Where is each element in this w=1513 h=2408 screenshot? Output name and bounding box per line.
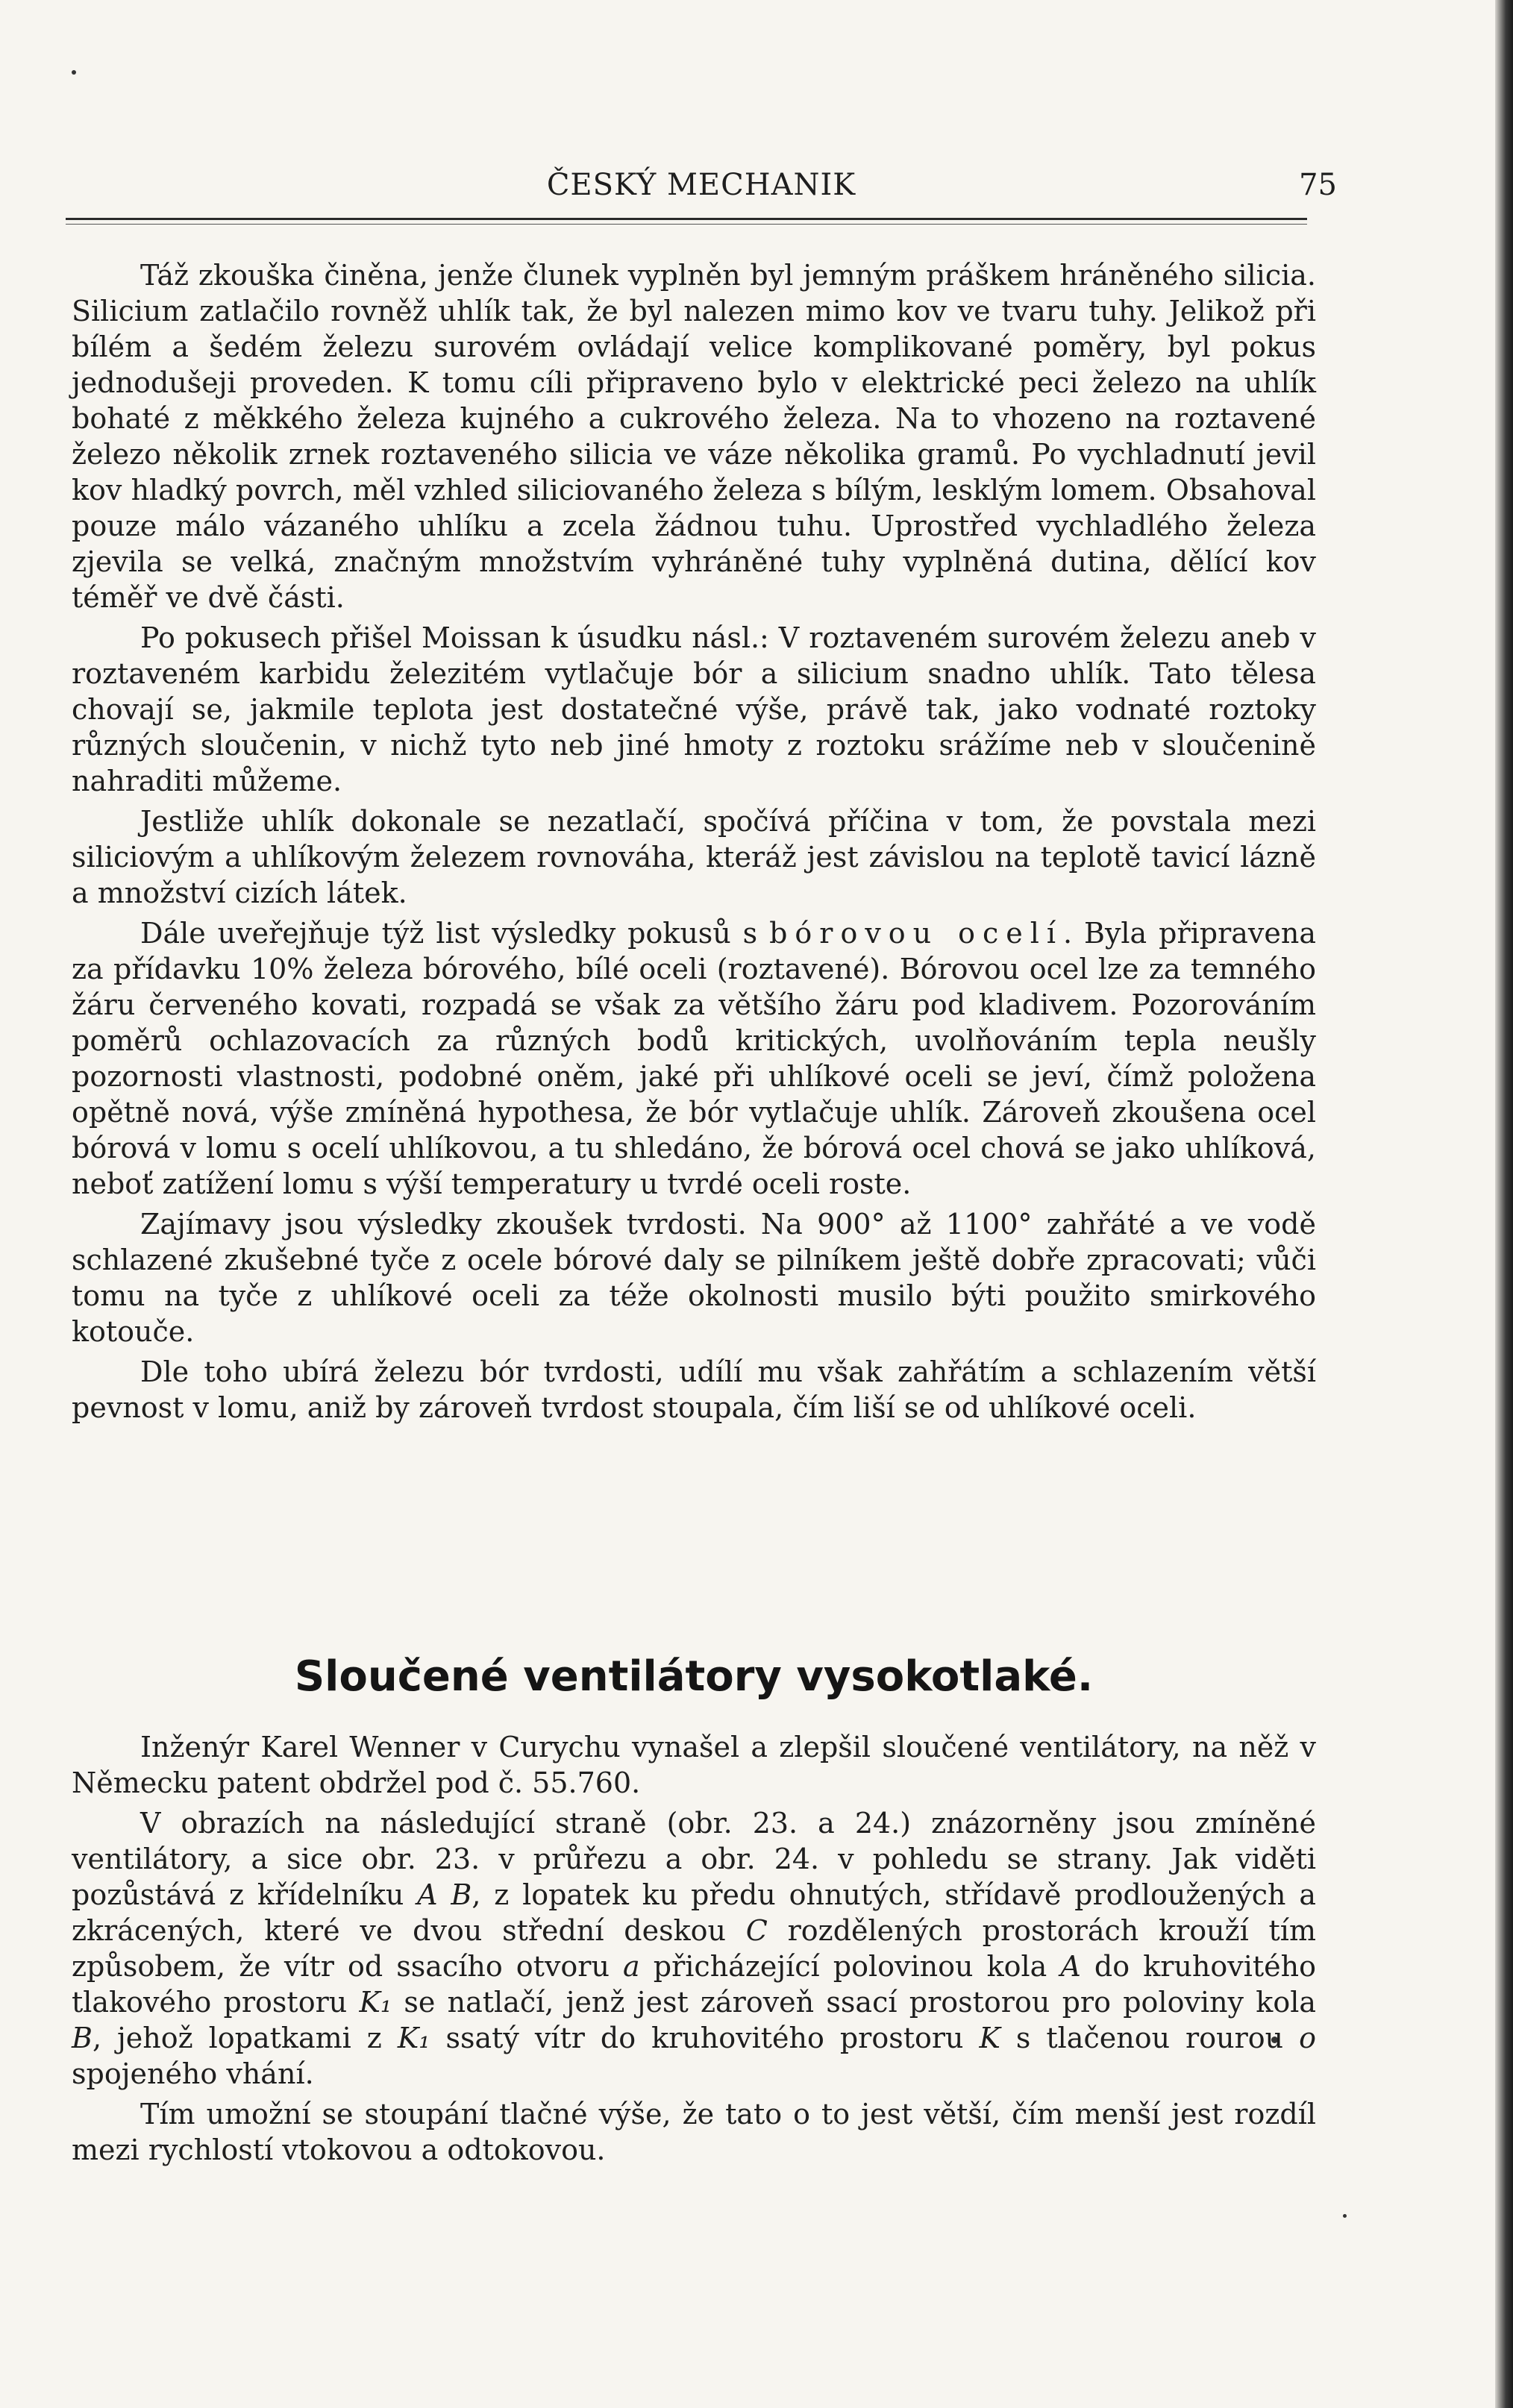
- section-heading: Sloučené ventilátory vysokotlaké.: [294, 1652, 1094, 1701]
- article-body-top: [72, 257, 1316, 1430]
- text-run: Dále uveřejňuje týž list výsledky pokusů s: [140, 917, 770, 950]
- figure-label: B: [72, 2022, 93, 2054]
- running-header: [66, 166, 1337, 204]
- figure-label: a: [623, 1950, 640, 1983]
- paragraph: Zajímavy jsou výsledky zkoušek tvrdosti. Na 900° až 1100° zahřáté a ve vodě schlazené zkušebné tyče z ocele bórové daly se pilníkem ještě dobře zpracovati; vůči tomu na tyče z uhlíkové oceli za téže okolnosti musilo býti použito smirkového kotouče.: [72, 1208, 1316, 1348]
- text-run: , z lopatek ku předu ohnutých, střídavě prodloužených a zkrácených, které ve dvou střední deskou: [72, 1878, 1316, 1947]
- figure-label: C: [745, 1914, 768, 1947]
- header-rule-thin: [66, 224, 1307, 225]
- text-run: s tlačenou rourou: [1000, 2022, 1300, 2054]
- paragraph: Tím umožní se stoupání tlačné výše, že tato o to jest větší, čím menší jest rozdíl mezi rychlostí vtokovou a odtokovou.: [72, 2098, 1316, 2166]
- scan-speck: [1343, 2214, 1347, 2218]
- text-run: spojeného vhání.: [72, 2057, 314, 2090]
- text-run: ssatý vítr do kruhovitého prostoru: [430, 2022, 980, 2054]
- paragraph: Po pokusech přišel Moissan k úsudku násl.: V roztaveném surovém železu aneb v roztaveném karbidu železitém vytlačuje bór a silicium snadno uhlík. Tato tělesa chovají se, jakmile teplota jest dostatečné výše, právě tak, jako vodnaté roztoky různých sloučenin, v nichž tyto neb jiné hmoty z roztoku srážíme neb v sloučenině nahraditi můžeme.: [72, 621, 1316, 797]
- figure-label: o: [1299, 2022, 1316, 2054]
- figure-label: A B: [417, 1878, 472, 1911]
- paragraph: [72, 1805, 1316, 2092]
- figure-label: K₁: [397, 2022, 430, 2054]
- scan-edge-shadow: [1495, 0, 1513, 2408]
- article-body-bottom: [72, 1729, 1316, 2172]
- figure-label: A: [1060, 1950, 1081, 1983]
- figure-label: K₁: [359, 1986, 392, 2019]
- paragraph: [72, 915, 1316, 1202]
- paragraph: Jestliže uhlík dokonale se nezatlačí, spočívá příčina v tom, že povstala mezi siliciovým a uhlíkovým železem rovnováha, kteráž jest závislou na teplotě tavicí lázně a množství cizích látek.: [72, 805, 1316, 909]
- text-run: , jehož lopatkami z: [92, 2022, 398, 2054]
- figure-label: K: [979, 2022, 1000, 2054]
- header-rule: [66, 218, 1307, 220]
- scan-speck: [72, 70, 76, 75]
- paragraph: Inženýr Karel Wenner v Curychu vynašel a zlepšil sloučené ventilátory, na něž v Německu patent obdržel pod č. 55.760.: [72, 1731, 1316, 1799]
- spaced-emphasis: bórovou ocelí: [769, 917, 1064, 950]
- text-run: přicházející polovinou kola: [639, 1950, 1061, 1983]
- text-run: . Byla připravena za přídavku 10% železa bórového, bílé oceli (roztavené). Bórovou ocel lze za temného žáru červeného kovati, rozpadá se však za většího žáru pod kladivem. Pozorováním poměrů ochlazovacích za různých bodů kritických, uvolňováním tepla neušly pozornosti vlastnosti, podobné oněm, jaké při uhlíkové oceli se jeví, čímž položena opětně nová, výše zmíněná hypothesa, že bór vytlačuje uhlík. Zároveň zkoušena ocel bórová v lomu s ocelí uhlíkovou, a tu shledáno, že bórová ocel chová se jako uhlíková, neboť zatížení lomu s výší temperatury u tvrdé oceli roste.: [72, 917, 1316, 1200]
- paragraph: Dle toho ubírá železu bór tvrdosti, udílí mu však zahřátím a schlazením větší pevnost v lomu, aniž by zároveň tvrdost stoupala, čím liší se od uhlíkové oceli.: [72, 1355, 1316, 1424]
- text-run: V obrazích na následující straně (obr. 23. a 24.) znázorněny jsou zmíněné ventilátory, a sice obr. 23. v průřezu a obr. 24. v pohledu se strany. Jak viděti pozůstává z křídelníku: [72, 1807, 1316, 1911]
- text-run: se natlačí, jenž jest zároveň ssací prostorou pro poloviny kola: [392, 1986, 1317, 2019]
- text-run: do kruhovitého tlakového prostoru: [72, 1950, 1316, 2019]
- running-title: ČESKÝ MECHANIK: [546, 168, 856, 202]
- text-run: rozdělených prostorách krouží tím způsobem, že vítr od ssacího otvoru: [72, 1914, 1316, 1983]
- page-number: 75: [1299, 168, 1337, 202]
- paragraph: Táž zkouška činěna, jenže člunek vyplněn byl jemným práškem hráněného silicia. Silicium zatlačilo rovněž uhlík tak, že byl nalezen mimo kov ve tvaru tuhy. Jelikož při bílém a šedém železu surovém ovládají velice komplikované poměry, byl pokus jednodušeji proveden. K tomu cíli připraveno bylo v elektrické peci železo na uhlík bohaté z měkkého železa kujného a cukrového železa. Na to vhozeno na roztavené železo několik zrnek roztaveného silicia ve váze několika gramů. Po vychladnutí jevil kov hladký povrch, měl vzhled siliciovaného železa s bílým, lesklým lomem. Obsahoval pouze málo vázaného uhlíku a zcela žádnou tuhu. Uprostřed vychladlého železa zjevila se velká, značným množstvím vyhráněné tuhy vyplněná dutina, dělící kov téměř ve dvě části.: [72, 259, 1316, 614]
